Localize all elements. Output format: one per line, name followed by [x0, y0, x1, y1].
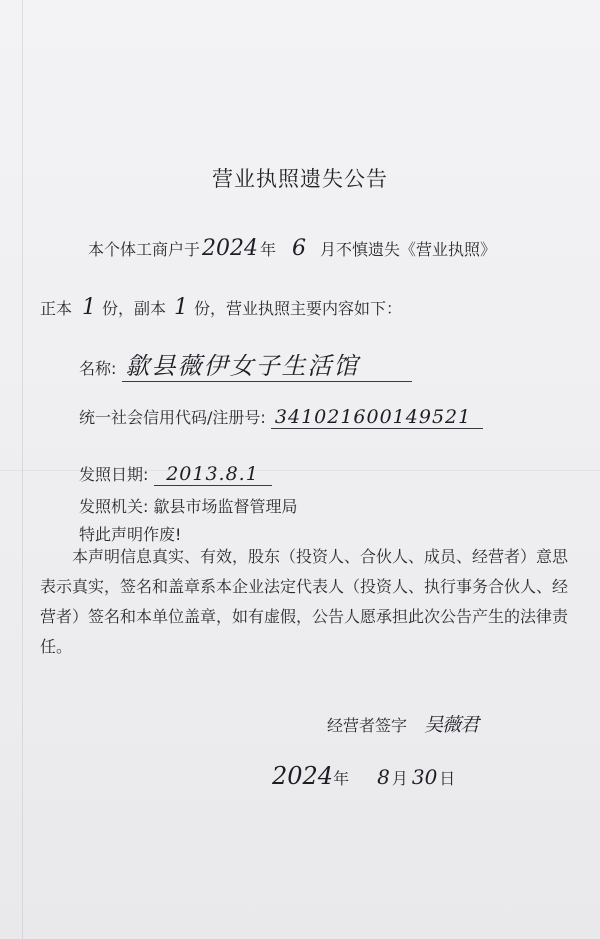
issue-date-label: 发照日期: [79, 465, 149, 484]
lost-month: 6 [292, 236, 307, 261]
operator-signature: 吴薇君 [424, 714, 479, 736]
name-label: 名称: [79, 359, 117, 378]
issuer-value: 歙县市场监督管理局 [153, 497, 298, 516]
business-name: 歙县薇伊女子生活馆 [122, 346, 412, 382]
notice-title: 营业执照遗失公告 [212, 167, 388, 191]
declaration-line: 特此声明作废! [79, 525, 182, 544]
intro-suffix: 月不慎遗失《营业执照》 [320, 240, 497, 259]
intro-prefix: 本个体工商户于 [88, 240, 201, 259]
sign-day-unit: 日 [439, 769, 456, 788]
copies-line [40, 295, 402, 320]
original-unit: 份，副本 [102, 299, 167, 318]
sign-month-unit: 月 [391, 769, 408, 788]
credit-code-label: 统一社会信用代码/注册号: [79, 408, 266, 427]
original-count: 1 [82, 295, 97, 320]
lost-year: 2024 [202, 236, 259, 261]
statement-paragraph: 本声明信息真实、有效，股东（投资人、合伙人、成员、经营者）意思表示真实，签名和盖章系本企业法定代表人（投资人、执行事务合伙人、经营者）签名和本单位盖章，如有虚假，公告人愿承担此次公告产生的法律责任。 [40, 547, 569, 656]
intro-line [88, 236, 496, 261]
duplicate-count: 1 [174, 295, 189, 320]
sign-year-unit: 年 [333, 769, 350, 788]
credit-code-line [79, 405, 483, 429]
issue-date-line [79, 462, 272, 486]
signature-line [327, 710, 478, 737]
sign-date-line [272, 762, 455, 790]
credit-code-value: 341021600149521 [271, 406, 483, 429]
intro-year-unit: 年 [260, 240, 277, 259]
sign-month: 8 [377, 765, 390, 789]
sign-day: 30 [411, 765, 438, 789]
signature-label: 经营者签字 [327, 716, 408, 735]
issuer-label: 发照机关: [79, 497, 149, 516]
issuer-line [79, 494, 298, 517]
name-line [79, 346, 412, 382]
original-label: 正本 [40, 299, 73, 318]
sign-year: 2024 [272, 762, 334, 790]
copies-tail: 份，营业执照主要内容如下： [194, 299, 403, 318]
issue-date-value: 2013.8.1 [154, 463, 272, 486]
